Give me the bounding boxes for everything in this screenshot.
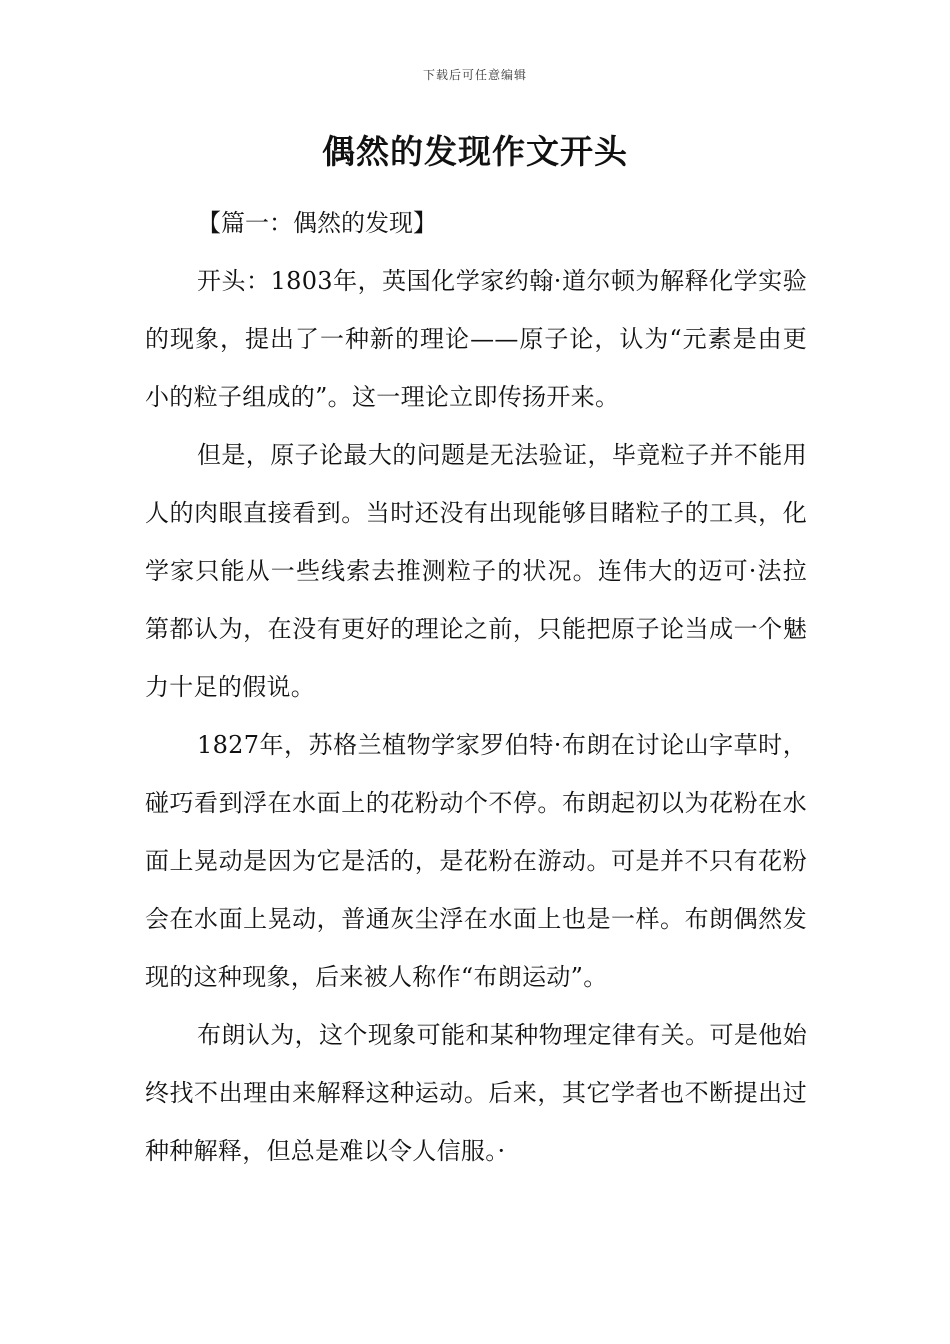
header-note: 下载后可任意编辑 bbox=[422, 68, 527, 82]
document-title: 偶然的发现作文开头 bbox=[322, 132, 628, 171]
paragraph: 1827年，苏格兰植物学家罗伯特·布朗在讨论山字草时，碰巧看到浮在水面上的花粉动个不停。布朗起初以为花粉在水面上晃动是因为它是活的，是花粉在游动。可是并不只有花粉会在水面上晃动，普通灰尘浮在水面上也是一样。布朗偶然发现的这种现象，后来被人称作“布朗运动”。 bbox=[145, 731, 807, 991]
paragraph: 但是，原子论最大的问题是无法验证，毕竟粒子并不能用人的肉眼直接看到。当时还没有出现能够目睹粒子的工具，化学家只能从一些线索去推测粒子的状况。连伟大的迈可·法拉第都认为，在没有更好的理论之前，只能把原子论当成一个魅力十足的假说。 bbox=[145, 441, 807, 701]
paragraph: 布朗认为，这个现象可能和某种物理定律有关。可是他始终找不出理由来解释这种运动。后来，其它学者也不断提出过种种解释，但总是难以令人信服。· bbox=[145, 1021, 807, 1165]
paragraph: 开头：1803年，英国化学家约翰·道尔顿为解释化学实验的现象，提出了一种新的理论——原子论，认为“元素是由更小的粒子组成的”。这一理论立即传扬开来。 bbox=[145, 267, 807, 411]
section-heading: 【篇一：偶然的发现】 bbox=[197, 209, 437, 237]
document-body bbox=[145, 252, 807, 1180]
